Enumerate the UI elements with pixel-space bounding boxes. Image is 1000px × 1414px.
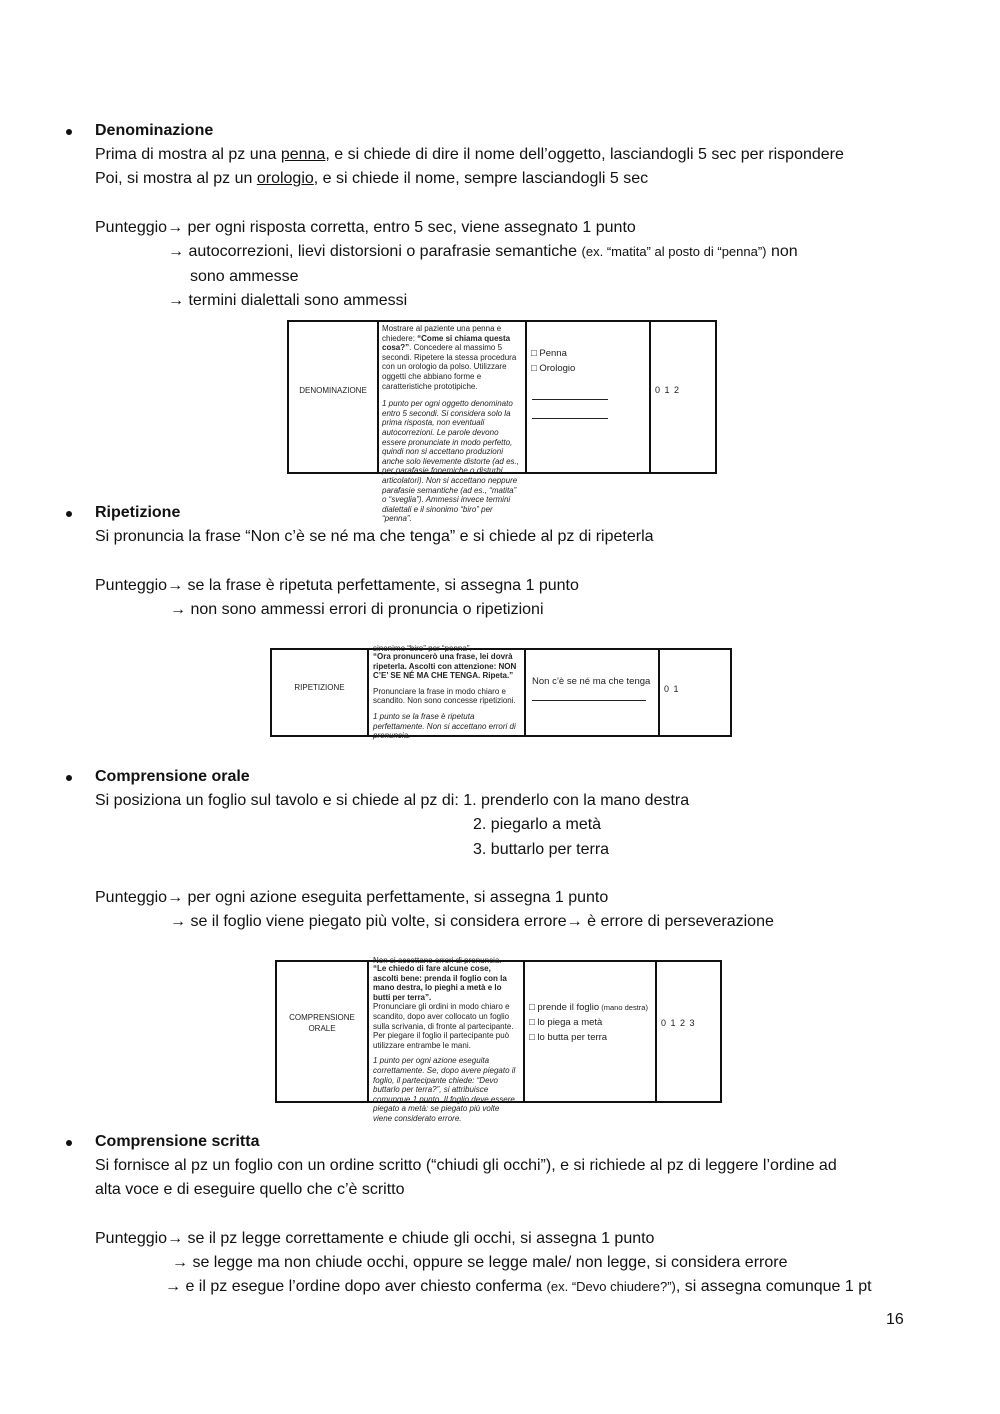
checkbox-option: □ Orologio bbox=[531, 363, 576, 374]
scoring-rule: 1 punto se la frase è ripetuta perfettamente. Non si accettano errori di pronuncia. bbox=[373, 711, 516, 741]
text-fragment: . Concedere al massimo 5 secondi. Ripetere la stessa procedura con un orologio da polso. Utilizzare oggetti che abbiano forme e caratteristiche prototipiche. bbox=[382, 343, 517, 391]
bullet-icon bbox=[66, 511, 72, 517]
page-number: 16 bbox=[886, 1311, 904, 1328]
text-fragment: (mano destra) bbox=[599, 1003, 648, 1012]
cut-off-text: Non si accettano errori di pronuncia. bbox=[373, 956, 502, 964]
step-line: 3. buttarlo per terra bbox=[473, 841, 610, 858]
score-line: Punteggio→ per ogni azione eseguita perfettamente, si assegna 1 punto bbox=[95, 889, 609, 906]
step-line: 2. piegarlo a metà bbox=[473, 816, 602, 833]
paragraph-line: Si posiziona un foglio sul tavolo e si chiede al pz di: 1. prenderlo con la mano destra bbox=[95, 792, 690, 809]
text-fragment: Prima di mostra al pz una bbox=[95, 146, 281, 163]
paragraph-line: Si pronuncia la frase “Non c’è se né ma che tenga” e si chiede al pz di ripeterla bbox=[95, 528, 654, 545]
text-fragment: , e si chiede di dire il nome dell’oggetto, lasciandogli 5 sec per rispondere bbox=[325, 146, 844, 163]
score-note: → non sono ammessi errori di pronuncia o ripetizioni bbox=[170, 601, 544, 618]
bullet-icon bbox=[66, 1140, 72, 1146]
paragraph-line: Si fornisce al pz un foglio con un ordine scritto (“chiudi gli occhi”), e si richiede al pz di leggere l’ordine ad bbox=[95, 1157, 837, 1174]
answer-line bbox=[532, 418, 608, 419]
score-line: Punteggio→ se la frase è ripetuta perfettamente, si assegna 1 punto bbox=[95, 577, 579, 594]
answer-line bbox=[532, 399, 608, 400]
example-text: (ex. “Devo chiudere?”) bbox=[546, 1279, 676, 1294]
text-fragment: Mostrare al paziente una penna e chiedere: bbox=[382, 324, 502, 343]
checkbox-option bbox=[529, 1002, 648, 1013]
table-label: DENOMINAZIONE bbox=[299, 386, 367, 395]
text-fragment: , e si chiede il nome, sempre lasciandogli 5 sec bbox=[313, 170, 649, 187]
bold-quote: “Come si chiama questa cosa?” bbox=[382, 333, 511, 353]
text-fragment: non bbox=[766, 243, 798, 260]
table-label bbox=[277, 1012, 367, 1034]
scoring-rule: 1 punto per ogni oggetto denominato entro 5 secondi. Si considera solo la prima risposta, non eventuali autocorrezioni. Le parole devono essere pronunciate in modo perfetto, quindi non si accettano produzioni anche solo lievemente distorte (ad es., per parafasie fonemiche o disturbi articolatori). Non si accettano neppure parafasie semantiche (ad es., “matita” o “sveglia”). Ammessi invece termini dialettali e il sinonimo “biro” per “penna”. bbox=[382, 399, 519, 524]
comprensione-orale-table-image bbox=[275, 956, 722, 1123]
score-note bbox=[165, 1278, 872, 1296]
text-fragment: → autocorrezioni, lievi distorsioni o parafrasie semantiche bbox=[168, 243, 582, 260]
checkbox-option: □ Penna bbox=[531, 348, 567, 359]
table-instructions bbox=[382, 324, 520, 524]
denominazione-table-image bbox=[287, 320, 717, 524]
paragraph-line bbox=[95, 146, 844, 164]
table-label: RIPETIZIONE bbox=[294, 683, 345, 692]
underlined-word: orologio bbox=[256, 170, 314, 187]
label-line: COMPRENSIONE bbox=[289, 1013, 355, 1022]
score-note: → se legge ma non chiude occhi, oppure se legge male/ non legge, si considera errore bbox=[172, 1254, 788, 1271]
text-fragment: Pronunciare la frase in modo chiaro e scandito. Non sono concesse ripetizioni. bbox=[373, 686, 516, 706]
score-options: 0 1 2 3 bbox=[661, 1018, 696, 1028]
text-fragment: Poi, si mostra al pz un bbox=[95, 170, 257, 187]
score-line: Punteggio→ se il pz legge correttamente e chiude gli occhi, si assegna 1 punto bbox=[95, 1230, 655, 1247]
bullet-icon bbox=[66, 129, 72, 135]
text-fragment: Pronunciare gli ordini in modo chiaro e scandito, dopo aver collocato un foglio sulla scrivania, di fronte al partecipante. Per piegare il foglio il partecipante può utilizzare entrambe le mani. bbox=[373, 1002, 514, 1050]
scoring-rule: 1 punto per ogni azione eseguita correttamente. Se, dopo avere piegato il foglio, il partecipante chiede: “Devo buttarlo per terra?”, si attribuisce comunque 1 punto. Il foglio deve essere piegato a metà: se piegato più volte viene considerato errore. bbox=[373, 1056, 516, 1123]
bold-quote: “Le chiedo di fare alcune cose, ascolti bene: prenda il foglio con la mano destra, lo pieghi a metà e lo butti per terra”. bbox=[373, 964, 507, 1002]
score-note: → se il foglio viene piegato più volte, si considera errore→ è errore di perseverazione bbox=[170, 913, 774, 930]
score-note-continuation: sono ammesse bbox=[190, 268, 299, 285]
section-title-ripetizione: Ripetizione bbox=[95, 504, 181, 521]
ripetizione-table-image bbox=[270, 644, 732, 741]
table-instructions bbox=[373, 644, 517, 741]
score-note: → termini dialettali sono ammessi bbox=[168, 292, 408, 309]
text-fragment: → e il pz esegue l’ordine dopo aver chiesto conferma bbox=[165, 1278, 547, 1295]
section-title-comprensione-scritta: Comprensione scritta bbox=[95, 1133, 260, 1150]
answer-line bbox=[532, 700, 646, 701]
checkbox-option: □ lo piega a metà bbox=[529, 1017, 603, 1028]
bold-quote: “Ora pronuncerò una frase, lei dovrà ripeterla. Ascolti con attenzione: NON C’E’ SE NÉ MA CHE TENGA. Ripeta.” bbox=[373, 652, 517, 681]
section-title-comprensione-orale: Comprensione orale bbox=[95, 768, 250, 785]
score-options: 0 1 bbox=[664, 684, 680, 694]
paragraph-line bbox=[95, 170, 648, 188]
underlined-word: penna bbox=[280, 146, 326, 163]
phrase-option: Non c’è se né ma che tenga bbox=[532, 676, 651, 687]
text-fragment: , si assegna comunque 1 pt bbox=[675, 1278, 872, 1295]
bullet-icon bbox=[66, 775, 72, 781]
label-line: ORALE bbox=[308, 1024, 336, 1033]
cut-off-text: sinonimo “biro” per “penna”. bbox=[373, 644, 472, 652]
example-text: (ex. “matita” al posto di “penna”) bbox=[581, 244, 767, 259]
score-note bbox=[168, 243, 798, 261]
score-options: 0 1 2 bbox=[655, 385, 681, 395]
table-instructions bbox=[373, 956, 518, 1124]
section-title-denominazione: Denominazione bbox=[95, 122, 214, 139]
paragraph-line: alta voce e di eseguire quello che c’è scritto bbox=[95, 1181, 405, 1198]
score-line: Punteggio→ per ogni risposta corretta, entro 5 sec, viene assegnato 1 punto bbox=[95, 219, 636, 236]
checkbox-option: □ lo butta per terra bbox=[529, 1032, 608, 1043]
text-fragment: □ prende il foglio bbox=[529, 1002, 600, 1013]
